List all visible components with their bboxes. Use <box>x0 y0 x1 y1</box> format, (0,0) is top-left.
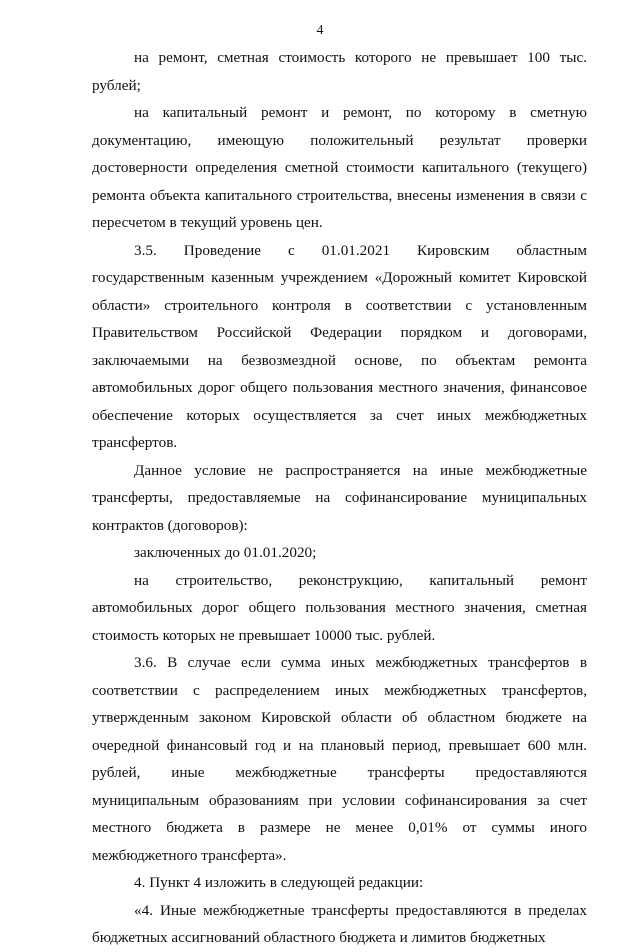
paragraph-item-4-heading: 4. Пункт 4 изложить в следующей редакции: <box>134 874 424 891</box>
paragraph-condition: Данное условие не распространяется на иные межбюджетные трансферты, предоставляемые на софинансирование муниципальных контрактов (договоров): <box>92 461 587 534</box>
paragraph-item-4-text: «4. Иные межбюджетные трансферты предоставляются в пределах бюджетных ассигнований областного бюджета и лимитов бюджетных <box>92 901 587 946</box>
paragraph-construction: на строительство, реконструкцию, капитальный ремонт автомобильных дорог общего пользования местного значения, сметная стоимость которых не превышает 10000 тыс. рублей. <box>92 571 587 644</box>
page-number: 4 <box>316 23 324 38</box>
paragraph-repair-cost: на ремонт, сметная стоимость которого не превышает 100 тыс. рублей; <box>92 49 587 94</box>
paragraph-concluded-before: заключенных до 01.01.2020; <box>134 544 317 561</box>
paragraph-capital-repair: на капитальный ремонт и ремонт, по которому в сметную документацию, имеющую положительный результат проверки достоверности определения сметной стоимости капитального (текущего) ремонта объекта капитального строительства, внесены изменения в связи с пересчетом в текущий уровень цен. <box>92 104 587 231</box>
paragraph-3-5: 3.5. Проведение с 01.01.2021 Кировским областным государственным казенным учреждением «Дорожный комитет Кировской области» строительного контроля в соответствии с установленным Правительством Российской Федерации порядком и договорами, заключаемыми на безвозмездной основе, по объектам ремонта автомобильных дорог общего пользования местного значения, финансовое обеспечение которых осуществляется за счет иных межбюджетных трансфертов. <box>92 241 587 451</box>
paragraph-3-6: 3.6. В случае если сумма иных межбюджетных трансфертов в соответствии с распределением иных межбюджетных трансфертов, утвержденным законом Кировской области об областном бюджете на очередной финансовый год и на плановый период, превышает 600 млн. рублей, иные межбюджетные трансферты предоставляются муниципальным образованиям при условии софинансирования за счет местного бюджета в размере не менее 0,01% от суммы иного межбюджетного трансферта». <box>92 654 587 864</box>
document-body <box>92 44 587 952</box>
